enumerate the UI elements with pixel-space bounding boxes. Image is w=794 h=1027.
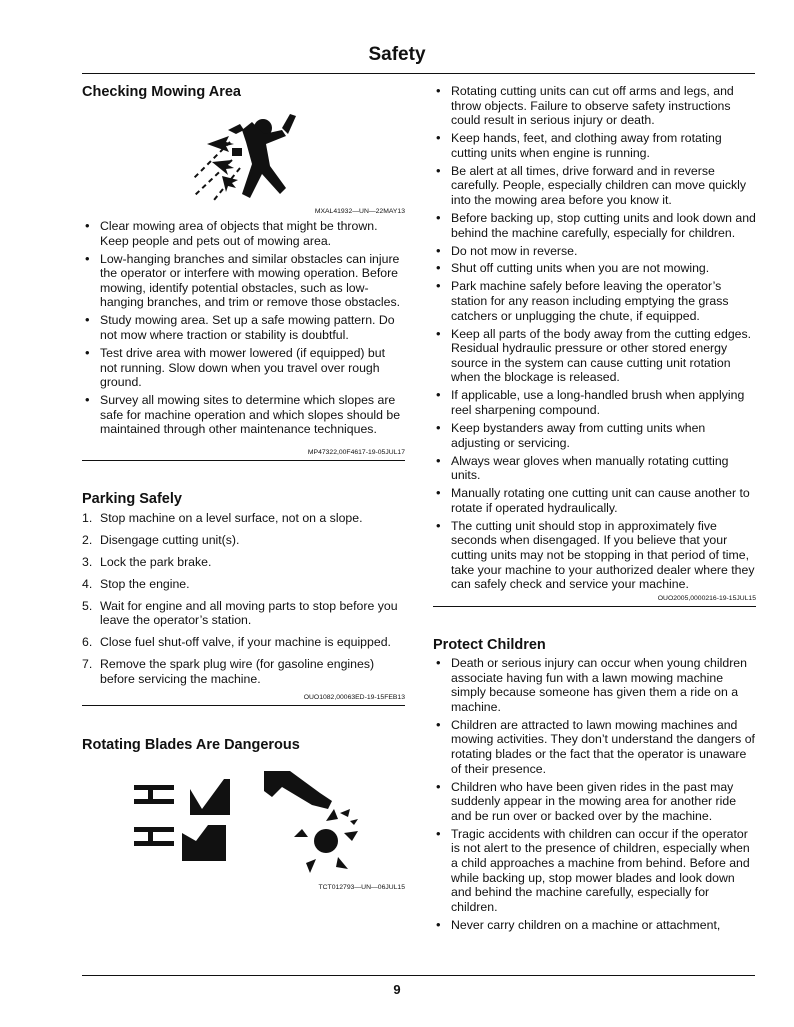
list-item: • Low-hanging branches and similar obstacles can injure the operator or interfere with mowing operation. Before mowing, identify potential obstacles, such as low-hanging branches, and trim or remove those obstacles. bbox=[82, 252, 405, 310]
thrown-objects-figure bbox=[82, 100, 405, 205]
list-item bbox=[82, 533, 405, 548]
list-item: • Do not mow in reverse. bbox=[433, 244, 756, 259]
list-item: • Always wear gloves when manually rotating cutting units. bbox=[433, 454, 756, 483]
list-item: • Rotating cutting units can cut off arms and legs, and throw objects. Failure to observe safety instructions could result in serious injury or death. bbox=[433, 84, 756, 128]
section-rule bbox=[82, 705, 405, 706]
list-item: • Park machine safely before leaving the operator’s station for any reason including emptying the grass catchers or unplugging the chute, if equipped. bbox=[433, 279, 756, 323]
list-item: • Shut off cutting units when you are not mowing. bbox=[433, 261, 756, 276]
step-number: 1. bbox=[82, 510, 93, 525]
step-text: Disengage cutting unit(s). bbox=[100, 532, 240, 547]
list-item: • Children who have been given rides in the past may suddenly appear in the mowing area for another ride and be run over or backed over by the machine. bbox=[433, 780, 756, 824]
list-item: • Children are attracted to lawn mowing machines and mowing activities. They don’t understand the dangers of rotating blades or the fact that the operator is unaware of their presence. bbox=[433, 718, 756, 776]
right-column bbox=[433, 80, 756, 936]
header-rule bbox=[82, 73, 755, 74]
section-heading-children: Protect Children bbox=[433, 637, 546, 654]
left-column bbox=[82, 80, 405, 892]
list-item: • Study mowing area. Set up a safe mowing pattern. Do not mow where traction or stability is doubtful. bbox=[82, 313, 405, 342]
thrown-objects-icon bbox=[82, 100, 405, 205]
parking-steps bbox=[82, 511, 405, 687]
section-rule bbox=[82, 460, 405, 461]
list-item: • The cutting unit should stop in approximately five seconds when disengaged. If you believe that your cutting units may not be stopping in that period of time, take your machine to your authorized dealer where they can safely check and service your machine. bbox=[433, 519, 756, 592]
step-number: 7. bbox=[82, 657, 93, 672]
step-text: Wait for engine and all moving parts to stop before you leave the operator’s station. bbox=[100, 598, 398, 628]
step-number: 3. bbox=[82, 554, 93, 569]
checking-list bbox=[82, 219, 405, 437]
list-item: • Clear mowing area of objects that might be thrown. Keep people and pets out of mowing area. bbox=[82, 219, 405, 248]
list-item: • If applicable, use a long-handled brush when applying reel sharpening compound. bbox=[433, 388, 756, 417]
reference-code-blades: OUO2005,0000216-19-15JUL15 bbox=[657, 595, 756, 603]
step-text: Lock the park brake. bbox=[100, 554, 212, 569]
figure-code-blades: TCT012793—UN—06JUL15 bbox=[318, 883, 405, 891]
list-item: • Never carry children on a machine or attachment, bbox=[433, 918, 756, 933]
section-heading-blades: Rotating Blades Are Dangerous bbox=[82, 736, 300, 753]
step-text: Remove the spark plug wire (for gasoline engines) before servicing the machine. bbox=[100, 657, 375, 686]
list-item bbox=[82, 635, 405, 650]
list-item bbox=[82, 555, 405, 570]
page-number: 9 bbox=[393, 982, 401, 997]
step-number: 6. bbox=[82, 635, 93, 650]
step-text: Stop the engine. bbox=[100, 576, 190, 591]
blades-list bbox=[433, 84, 756, 592]
section-heading-checking: Checking Mowing Area bbox=[82, 84, 241, 100]
children-list bbox=[433, 656, 756, 932]
page-title: Safety bbox=[368, 44, 426, 65]
list-item: • Manually rotating one cutting unit can cause another to rotate if operated hydraulically. bbox=[433, 486, 756, 515]
list-item: • Death or serious injury can occur when young children associate having fun with a lawn mowing machine simply because someone has given them a ride on a machine. bbox=[433, 656, 756, 714]
list-item: • Keep all parts of the body away from the cutting edges. Residual hydraulic pressure or other stored energy source in the system can cause cutting unit rotation when the blockage is released. bbox=[433, 327, 756, 385]
step-text: Close fuel shut-off valve, if your machine is equipped. bbox=[100, 635, 391, 650]
list-item bbox=[82, 577, 405, 592]
list-item: • Keep bystanders away from cutting units when adjusting or servicing. bbox=[433, 421, 756, 450]
rotating-blades-figure bbox=[82, 761, 405, 881]
step-number: 2. bbox=[82, 532, 93, 547]
list-item bbox=[82, 657, 405, 686]
list-item: • Before backing up, stop cutting units and look down and behind the machine carefully, especially for children. bbox=[433, 211, 756, 240]
footer-rule bbox=[82, 975, 755, 976]
section-heading-parking: Parking Safely bbox=[82, 490, 182, 507]
step-number: 4. bbox=[82, 576, 93, 591]
list-item: • Test drive area with mower lowered (if equipped) but not running. Slow down when you travel over rough ground. bbox=[82, 346, 405, 390]
step-number: 5. bbox=[82, 598, 93, 613]
reference-code-checking: MP47322,00F4617-19-05JUL17 bbox=[307, 448, 405, 456]
list-item: • Keep hands, feet, and clothing away from rotating cutting units when engine is running. bbox=[433, 131, 756, 160]
figure-code-checking: MXAL41932—UN—22MAY13 bbox=[314, 208, 405, 215]
list-item: • Tragic accidents with children can occur if the operator is not alert to the presence of children, especially when a child approaches a machine from behind. Before and while backing up, stop mower blades and look down and behind the machine carefully, especially for children. bbox=[433, 827, 756, 915]
section-rule bbox=[433, 606, 756, 607]
step-text: Stop machine on a level surface, not on a slope. bbox=[100, 510, 363, 525]
reference-code-parking: OUO1082,00063ED-19-15FEB13 bbox=[303, 693, 405, 701]
rotating-blades-icon bbox=[82, 761, 405, 881]
list-item bbox=[82, 599, 405, 628]
list-item: • Survey all mowing sites to determine which slopes are safe for machine operation and which slopes should be maintained through other maintenance techniques. bbox=[82, 393, 405, 437]
list-item bbox=[82, 511, 405, 526]
list-item: • Be alert at all times, drive forward and in reverse carefully. People, especially children can move quickly into the mowing area before you know it. bbox=[433, 164, 756, 208]
